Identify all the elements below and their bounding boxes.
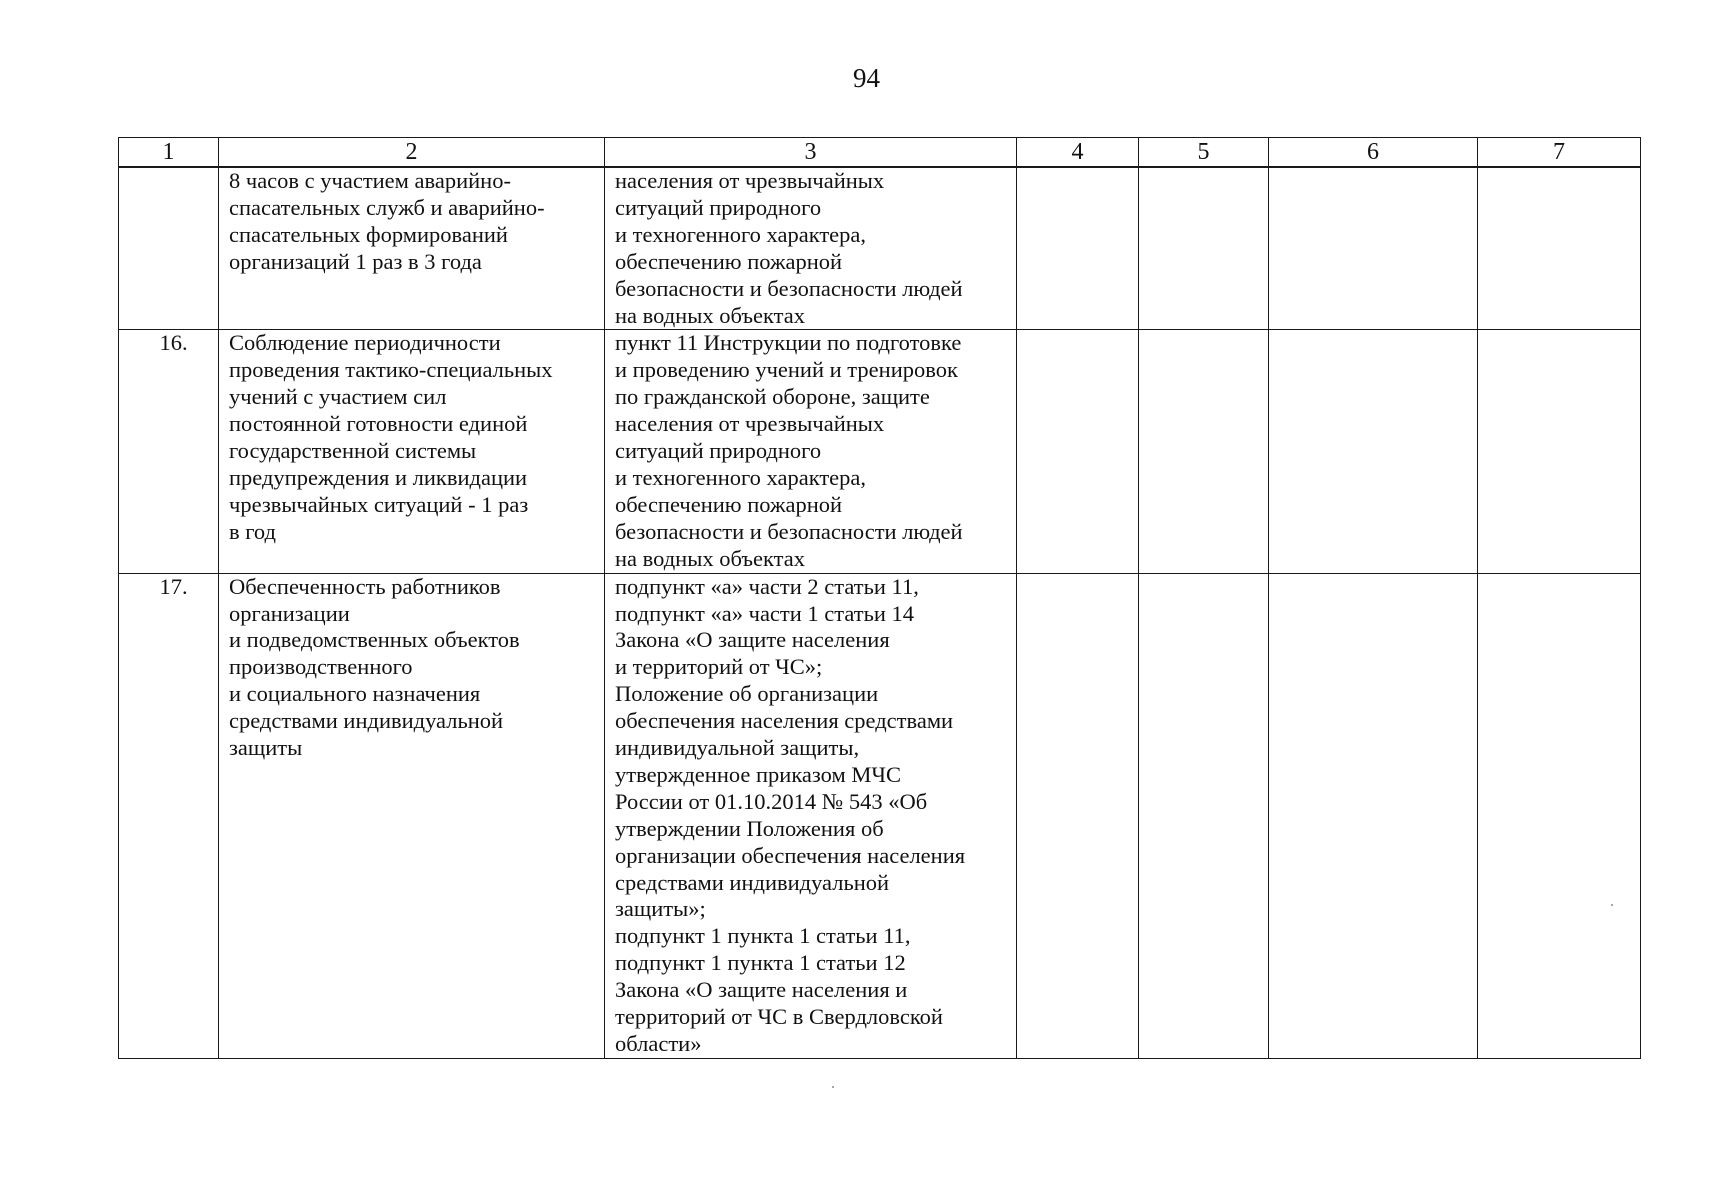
row-number-cell: 16. <box>119 330 219 573</box>
basis-line: утверждении Положения об <box>615 815 884 841</box>
table-body <box>119 167 1641 1058</box>
basis-line: и техногенного характера, <box>615 464 867 490</box>
basis-line: и проведению учений и тренировок <box>615 357 958 383</box>
header-col-5: 5 <box>1139 138 1269 168</box>
requirement-line: проведения тактико-специальных <box>229 357 553 383</box>
scan-speck <box>1611 904 1613 906</box>
basis-line: ситуаций природного <box>615 194 822 220</box>
document-table <box>118 137 1641 1059</box>
basis-line: Положение об организации <box>615 681 879 707</box>
basis-line: утвержденное приказом МЧС <box>615 761 901 787</box>
basis-line: на водных объектах <box>615 302 805 328</box>
header-col-1: 1 <box>119 138 219 168</box>
requirement-cell <box>219 573 605 1058</box>
empty-cell-col-7 <box>1478 330 1641 573</box>
requirement-line: организаций 1 раз в 3 года <box>229 248 482 274</box>
basis-line: подпункт 1 пункта 1 статьи 11, <box>615 923 911 949</box>
requirement-line: постоянной готовности единой <box>229 411 528 437</box>
basis-line: области» <box>615 1031 702 1056</box>
scan-speck <box>832 1086 834 1088</box>
requirement-line: в год <box>229 518 276 544</box>
basis-line: населения от чрезвычайных <box>615 411 885 437</box>
empty-cell-col-5 <box>1139 330 1269 573</box>
legal-basis-cell <box>605 573 1017 1058</box>
table-row <box>119 167 1641 330</box>
basis-line: России от 01.10.2014 № 543 «Об <box>615 788 928 814</box>
basis-line: защиты»; <box>615 896 706 922</box>
empty-cell-col-6 <box>1269 167 1478 330</box>
empty-cell-col-4 <box>1017 573 1139 1058</box>
header-col-4: 4 <box>1017 138 1139 168</box>
basis-line: Закона «О защите населения и <box>615 977 908 1003</box>
basis-line: подпункт «а» части 2 статьи 11, <box>615 573 919 599</box>
row-number-cell <box>119 167 219 330</box>
basis-line: и техногенного характера, <box>615 221 867 247</box>
basis-line: средствами индивидуальной <box>615 869 890 895</box>
requirement-line: производственного <box>229 654 413 680</box>
basis-line: обеспечению пожарной <box>615 248 843 274</box>
requirement-line: чрезвычайных ситуаций - 1 раз <box>229 491 529 517</box>
basis-line: подпункт «а» части 1 статьи 14 <box>615 600 915 626</box>
basis-line: подпункт 1 пункта 1 статьи 12 <box>615 950 906 976</box>
basis-line: населения от чрезвычайных <box>615 168 885 193</box>
requirement-line: государственной системы <box>229 438 477 464</box>
basis-line: безопасности и безопасности людей <box>615 275 963 301</box>
requirement-line: и подведомственных объектов <box>229 627 520 653</box>
requirement-line: и социального назначения <box>229 681 481 707</box>
table-row <box>119 573 1641 1058</box>
basis-line: пункт 11 Инструкции по подготовке <box>615 330 962 356</box>
table-header <box>119 138 1641 168</box>
header-col-2: 2 <box>219 138 605 168</box>
empty-cell-col-5 <box>1139 167 1269 330</box>
requirement-line: защиты <box>229 735 303 761</box>
empty-cell-col-4 <box>1017 330 1139 573</box>
header-col-7: 7 <box>1478 138 1641 168</box>
basis-line: обеспечения населения средствами <box>615 708 954 734</box>
requirement-cell <box>219 167 605 330</box>
requirement-line: спасательных служб и аварийно- <box>229 194 545 220</box>
empty-cell-col-5 <box>1139 573 1269 1058</box>
legal-basis-cell <box>605 167 1017 330</box>
empty-cell-col-7 <box>1478 573 1641 1058</box>
requirement-line: предупреждения и ликвидации <box>229 464 528 490</box>
legal-basis-cell <box>605 330 1017 573</box>
empty-cell-col-6 <box>1269 330 1478 573</box>
basis-line: на водных объектах <box>615 545 805 571</box>
requirement-line: Соблюдение периодичности <box>229 330 501 356</box>
basis-line: Закона «О защите населения <box>615 627 890 653</box>
table-row <box>119 330 1641 573</box>
requirement-line: 8 часов с участием аварийно- <box>229 168 511 193</box>
requirement-line: учений с участием сил <box>229 384 447 410</box>
header-col-6: 6 <box>1269 138 1478 168</box>
basis-line: территорий от ЧС в Свердловской <box>615 1004 943 1030</box>
requirement-line: Обеспеченность работников <box>229 573 501 599</box>
header-col-3: 3 <box>605 138 1017 168</box>
requirement-line: средствами индивидуальной <box>229 708 504 734</box>
basis-line: по гражданской обороне, защите <box>615 384 930 410</box>
empty-cell-col-4 <box>1017 167 1139 330</box>
page-number: 94 <box>853 63 880 93</box>
header-row <box>119 138 1641 168</box>
basis-line: и территорий от ЧС»; <box>615 654 823 680</box>
basis-line: ситуаций природного <box>615 438 822 464</box>
basis-line: индивидуальной защиты, <box>615 735 860 761</box>
basis-line: обеспечению пожарной <box>615 491 843 517</box>
empty-cell-col-6 <box>1269 573 1478 1058</box>
requirement-cell <box>219 330 605 573</box>
basis-line: организации обеспечения населения <box>615 842 966 868</box>
requirement-line: организации <box>229 600 350 626</box>
requirement-line: спасательных формирований <box>229 221 508 247</box>
row-number-cell: 17. <box>119 573 219 1058</box>
basis-line: безопасности и безопасности людей <box>615 518 963 544</box>
empty-cell-col-7 <box>1478 167 1641 330</box>
